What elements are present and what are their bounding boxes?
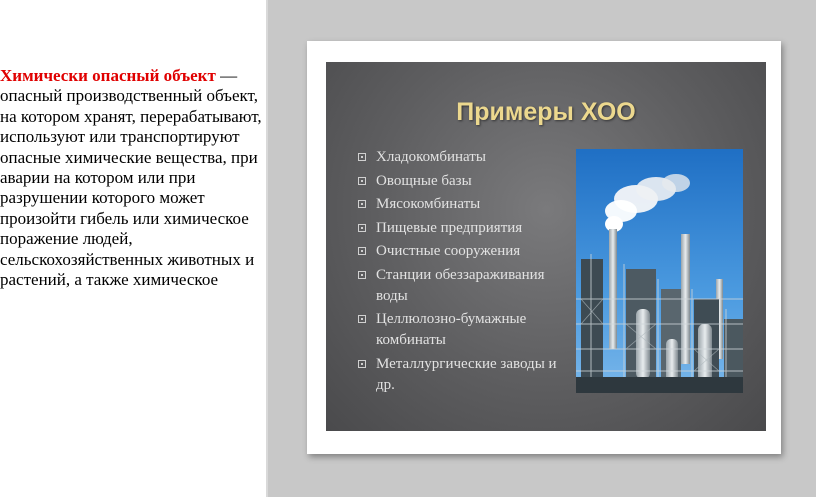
bullet-list (356, 147, 561, 398)
list-item-text: Мясокомбинаты (376, 196, 481, 212)
chemical-plant-photo (576, 149, 743, 393)
slide-title: Примеры ХОО (456, 98, 636, 126)
slide (326, 62, 766, 431)
list-item (356, 218, 561, 239)
square-bullet-icon (358, 200, 366, 208)
list-item-text: Станции обеззараживания воды (376, 266, 545, 304)
list-item-text: Очистные сооружения (376, 243, 521, 259)
square-bullet-icon (358, 177, 366, 185)
list-item (356, 194, 561, 215)
square-bullet-icon (358, 271, 366, 279)
square-bullet-icon (358, 360, 366, 368)
square-bullet-icon (358, 315, 366, 323)
list-item (356, 265, 561, 307)
list-item-text: Пищевые предприятия (376, 219, 523, 236)
slide-frame[interactable] (307, 41, 781, 454)
list-item-text: Хладокомбинаты (376, 149, 486, 165)
list-item (356, 354, 561, 396)
list-item-text: Овощные базы (376, 172, 472, 189)
definition-text (0, 66, 262, 290)
list-item-text: Целлюлозно-бумажные комбинаты (376, 311, 527, 348)
list-item-text: Металлургические заводы и др. (376, 355, 557, 393)
square-bullet-icon (358, 247, 366, 255)
list-item (356, 171, 561, 192)
definition-body: — опасный производственный объект, на котором хранят, перерабатывают, используют или транспортируют опасные химические вещества, при аварии на котором или при разрушении которого может произойти гибель или химическое поражение людей, сельскохозяйственных животных и растений, а также химическое (0, 66, 262, 290)
term-highlight: Химически опасный объект (0, 66, 216, 85)
list-item (356, 309, 561, 351)
square-bullet-icon (358, 153, 366, 161)
list-item (356, 147, 561, 168)
list-item (356, 241, 561, 262)
square-bullet-icon (358, 224, 366, 232)
